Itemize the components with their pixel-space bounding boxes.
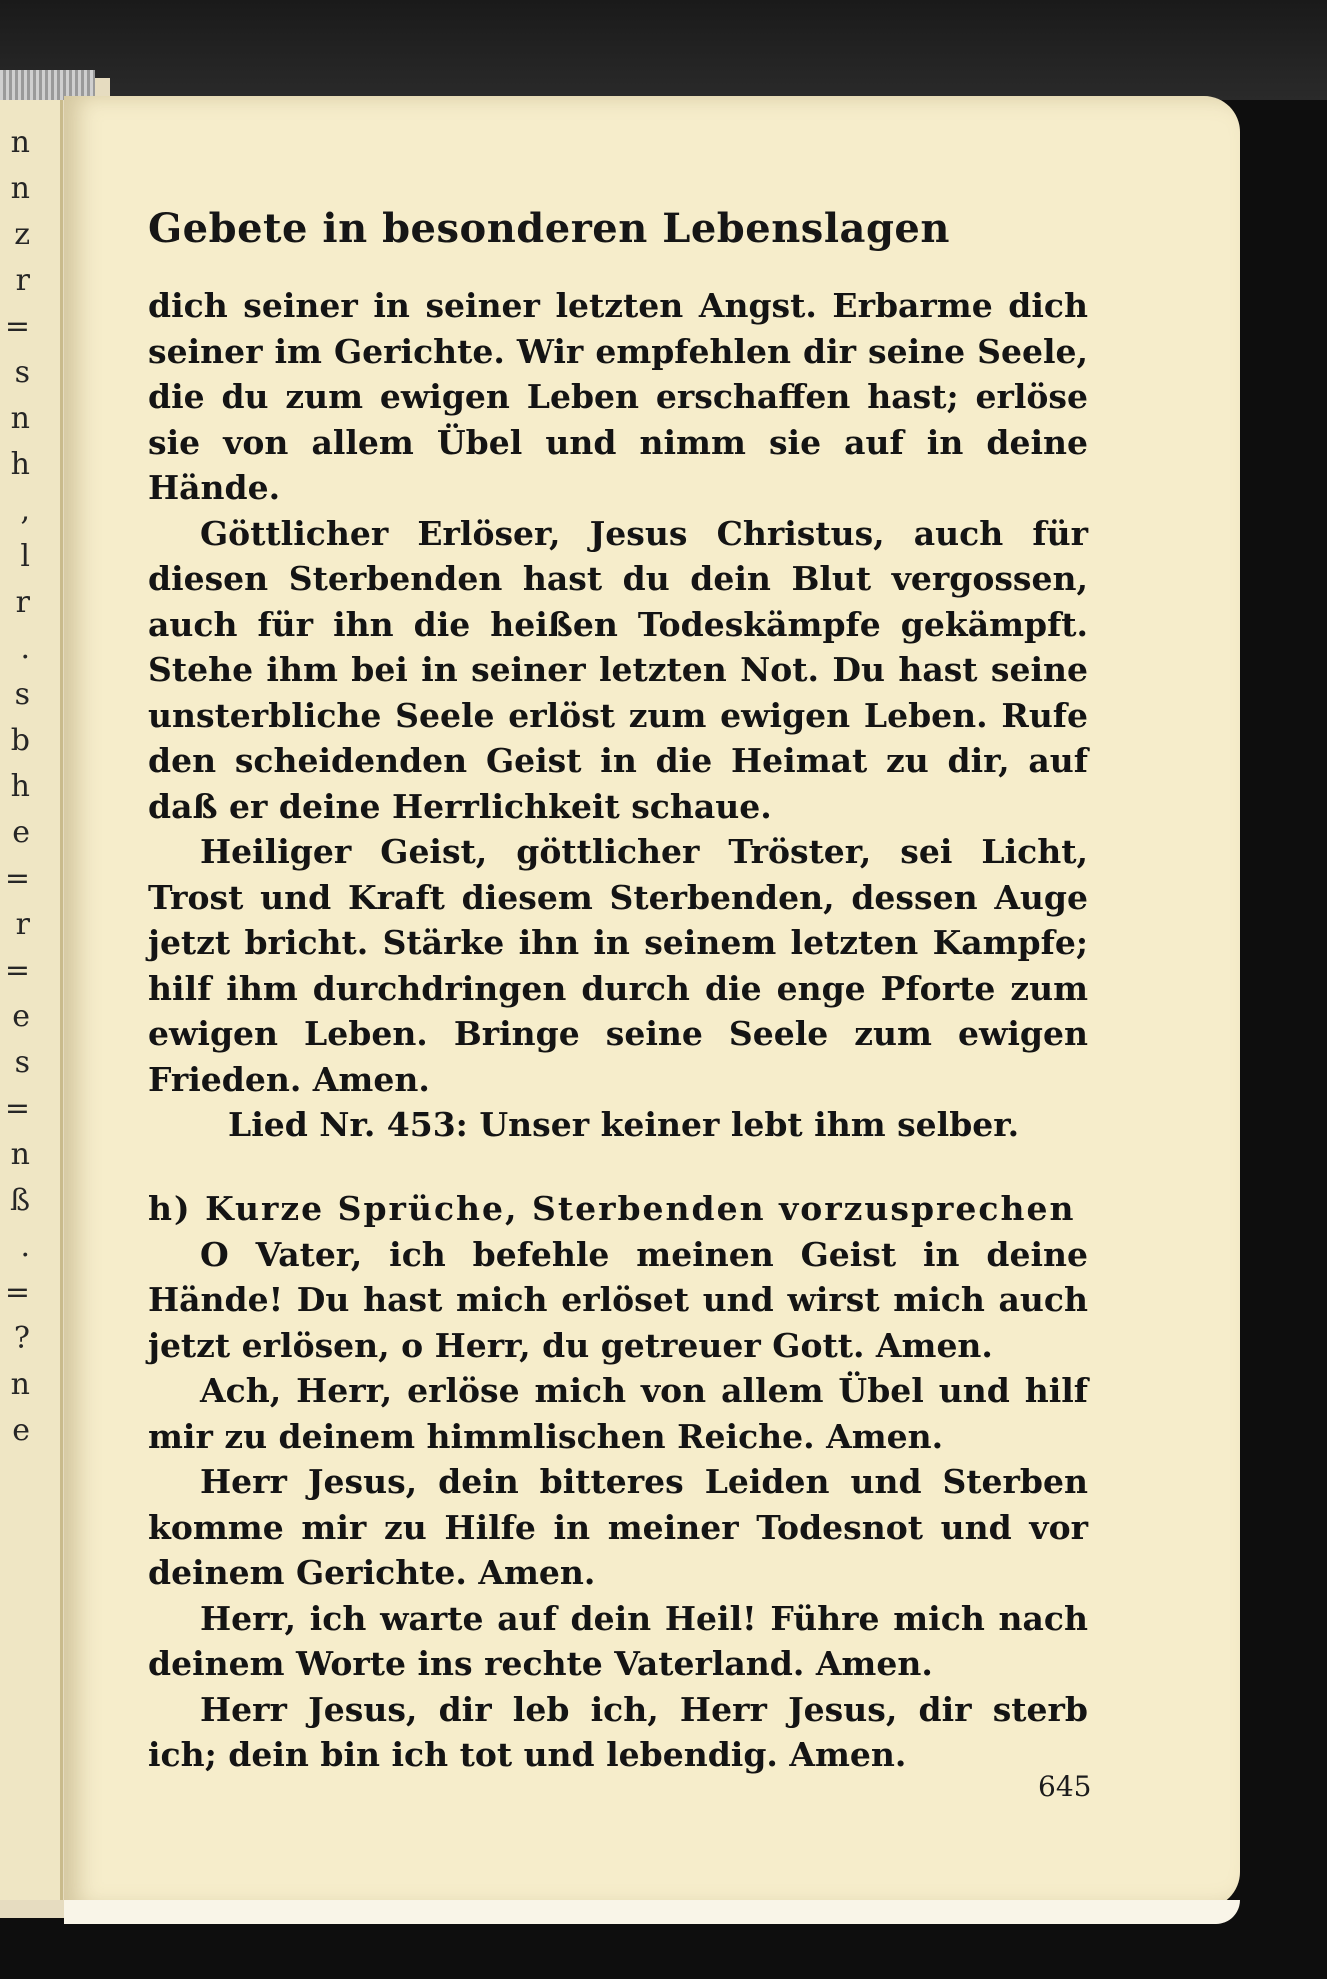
hymn-reference: Lied Nr. 453: Unser keiner lebt ihm selber. <box>228 1105 1020 1144</box>
left-fragment: = <box>4 861 30 896</box>
paragraph: Heiliger Geist, göttlicher Tröster, sei Licht, Trost und Kraft diesem Sterbenden, dessen Auge jetzt bricht. Stärke ihn in seinem letzten Kampfe; hilf ihm durchdringen durch die enge Pforte zum ewigen Leben. Bringe seine Seele zum ewigen Frieden. Amen. <box>148 832 1088 1099</box>
paragraph: Göttlicher Erlöser, Jesus Christus, auch für diesen Sterbenden hast du dein Blut vergossen, auch für ihn die heißen Todeskämpfe gekämpft. Stehe ihm bei in seiner letzten Not. Du hast seine unsterbliche Seele erlöst zum ewigen Leben. Rufe den scheidenden Geist in die Heimat zu dir, auf daß er deine Herrlichkeit schaue. <box>148 513 1088 826</box>
paragraph: O Vater, ich befehle meinen Geist in deine Hände! Du hast mich erlöset und wirst mich auch jetzt erlösen, o Herr, du getreuer Gott. Amen. <box>148 1234 1088 1365</box>
left-fragment: e <box>12 1413 30 1448</box>
left-fragment: = <box>4 1091 30 1126</box>
left-fragment: h <box>10 447 30 482</box>
left-fragment: s <box>14 1045 30 1080</box>
left-fragment: z <box>14 217 30 252</box>
book-cover-top <box>0 0 1327 100</box>
running-head: Gebete in besonderen Lebenslagen <box>148 205 950 252</box>
left-fragment: = <box>4 1275 30 1310</box>
left-page-fragments <box>0 120 30 1454</box>
left-fragment: l <box>20 539 30 574</box>
left-fragment: . <box>20 1229 30 1264</box>
left-fragment: , <box>20 493 30 528</box>
left-fragment: r <box>15 263 30 298</box>
left-fragment: ? <box>13 1321 30 1356</box>
left-fragment: s <box>14 355 30 390</box>
paragraph: Herr Jesus, dein bitteres Leiden und Sterben komme mir zu Hilfe in meiner Todesnot und vor deinem Gerichte. Amen. <box>148 1462 1088 1592</box>
page-bottom-edge <box>64 1900 1240 1924</box>
left-fragment: b <box>10 723 30 758</box>
left-fragment: r <box>15 907 30 942</box>
section-heading: h) Kurze Sprüche, Sterbenden vorzusprechen <box>148 1188 1076 1228</box>
left-fragment: r <box>15 585 30 620</box>
left-fragment: e <box>12 815 30 850</box>
left-fragment: n <box>10 125 30 160</box>
paragraph: dich seiner in seiner letzten Angst. Erbarme dich seiner im Gerichte. Wir empfehlen dir seine Seele, die du zum ewigen Leben erschaffen hast; erlöse sie von allem Übel und nimm sie auf in deine Hände. <box>148 286 1088 507</box>
paragraph: Ach, Herr, erlöse mich von allem Übel und hilf mir zu deinem himmlischen Reiche. Amen. <box>148 1371 1088 1456</box>
page-body <box>148 283 1088 1778</box>
left-fragment: e <box>12 999 30 1034</box>
left-fragment: = <box>4 953 30 988</box>
left-fragment: n <box>10 1367 30 1402</box>
left-fragment: = <box>4 309 30 344</box>
paragraph: Herr, ich warte auf dein Heil! Führe mich nach deinem Worte ins rechte Vaterland. Amen. <box>148 1598 1088 1683</box>
left-fragment: n <box>10 1137 30 1172</box>
left-fragment: . <box>20 631 30 666</box>
left-fragment: n <box>10 171 30 206</box>
paragraph: Herr Jesus, dir leb ich, Herr Jesus, dir sterb ich; dein bin ich tot und lebendig. Amen. <box>148 1689 1088 1774</box>
left-fragment: ß <box>9 1183 30 1218</box>
page-number: 645 <box>1038 1770 1092 1803</box>
left-fragment: s <box>14 677 30 712</box>
left-fragment: n <box>10 401 30 436</box>
left-fragment: h <box>10 769 30 804</box>
